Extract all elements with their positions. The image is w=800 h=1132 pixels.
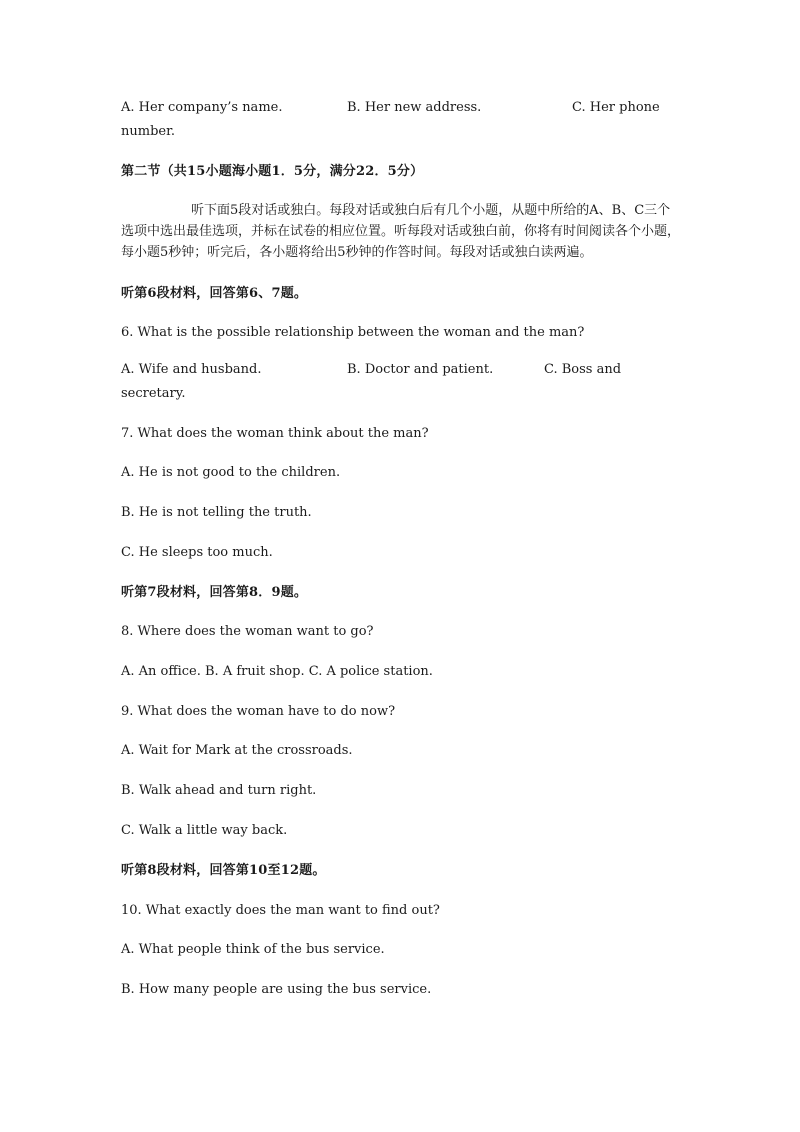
part7-heading: 听第7段材料，回答第8．9题。 xyxy=(121,585,308,600)
q8-question: 8. Where does the woman want to go? xyxy=(121,624,374,639)
q7-option-c: C. He sleeps too much. xyxy=(121,545,273,560)
q5-options-row xyxy=(121,100,681,121)
q9-question: 9. What does the woman have to do now? xyxy=(121,704,396,719)
q10-option-b: B. How many people are using the bus service. xyxy=(121,982,432,997)
q9-option-b: B. Walk ahead and turn right. xyxy=(121,783,317,798)
section2-title: 第二节（共15小题海小题1．5分，满分22．5分） xyxy=(121,164,424,179)
q6-question: 6. What is the possible relationship between the woman and the man? xyxy=(121,325,585,340)
q6-option-b: B. Doctor and patient. xyxy=(347,362,494,377)
q5-option-a: A. Her company’s name. xyxy=(121,100,283,115)
q7-option-a: A. He is not good to the children. xyxy=(121,465,341,480)
part8-heading: 听第8段材料，回答第10至12题。 xyxy=(121,863,326,878)
q9-option-c: C. Walk a little way back. xyxy=(121,823,288,838)
q6-option-c: C. Boss and xyxy=(544,362,622,377)
section2-instructions: 听下面5段对话或独白。每段对话或独白后有几个小题，从题中所给的A、B、C三个选项中选出最佳选项，并标在试卷的相应位置。听每段对话或独白前，你将有时间阅读各个小题，每小题5秒钟；听完后，各小题将给出5秒钟的作答时间。每段对话或独白读两遍。 xyxy=(121,203,681,260)
q5-option-c-continued: number. xyxy=(121,124,176,139)
q5-option-b: B. Her new address. xyxy=(347,100,482,115)
q8-options: A. An office. B. A fruit shop. C. A police station. xyxy=(121,664,433,679)
q6-options-row xyxy=(121,362,681,383)
q6-option-c-continued: secretary. xyxy=(121,386,186,401)
q7-question: 7. What does the woman think about the man? xyxy=(121,426,429,441)
q10-question: 10. What exactly does the man want to find out? xyxy=(121,903,440,918)
q10-option-a: A. What people think of the bus service. xyxy=(121,942,385,957)
part6-heading: 听第6段材料，回答第6、7题。 xyxy=(121,286,308,301)
q7-option-b: B. He is not telling the truth. xyxy=(121,505,312,520)
q6-option-a: A. Wife and husband. xyxy=(121,362,262,377)
q9-option-a: A. Wait for Mark at the crossroads. xyxy=(121,743,353,758)
q5-option-c: C. Her phone xyxy=(572,100,660,115)
